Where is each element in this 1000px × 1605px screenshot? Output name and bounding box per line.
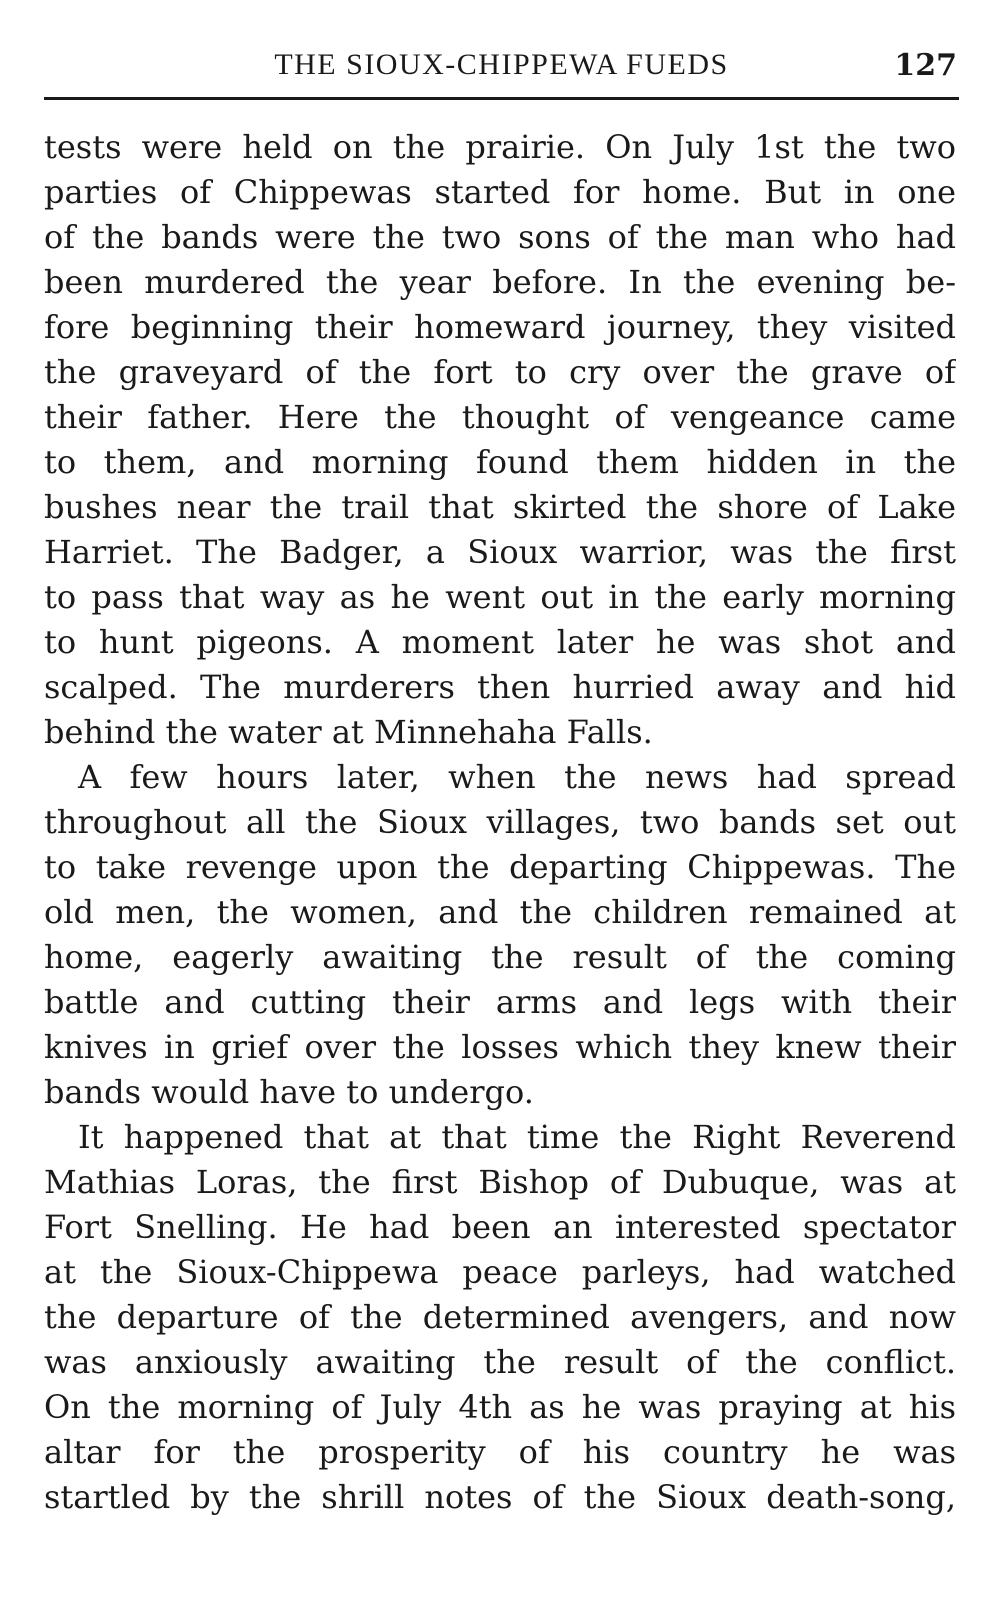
text-line: startled by the shrill notes of the Sioux death-song, xyxy=(44,1478,956,1516)
text-line: behind the water at Minnehaha Falls. xyxy=(44,713,653,751)
text-line: Fort Snelling. He had been an interested spectator xyxy=(44,1208,956,1246)
text-line: to them, and morning found them hidden in the xyxy=(44,443,956,481)
text-line: Mathias Loras, the first Bishop of Dubuque, was at xyxy=(44,1163,956,1201)
text-line: to hunt pigeons. A moment later he was shot and xyxy=(44,623,956,661)
text-line: On the morning of July 4th as he was praying at his xyxy=(44,1388,956,1426)
paragraph xyxy=(44,755,956,1115)
text-line: their father. Here the thought of vengeance came xyxy=(44,398,956,436)
text-line: It happened that at that time the Right Reverend xyxy=(78,1118,956,1156)
paragraph xyxy=(44,1115,956,1520)
text-line: Harriet. The Badger, a Sioux warrior, was the first xyxy=(44,533,956,571)
text-line: the departure of the determined avengers, and now xyxy=(44,1298,956,1336)
text-line: the graveyard of the fort to cry over the grave of xyxy=(44,353,956,391)
text-line: parties of Chippewas started for home. But in one xyxy=(44,173,956,211)
text-line: battle and cutting their arms and legs with their xyxy=(44,983,956,1021)
running-header xyxy=(44,44,959,94)
text-line: altar for the prosperity of his country he was xyxy=(44,1433,956,1471)
chapter-title: THE SIOUX-CHIPPEWA FUEDS xyxy=(274,48,729,81)
page-number: 127 xyxy=(894,48,957,83)
text-line: at the Sioux-Chippewa peace parleys, had watched xyxy=(44,1253,956,1291)
text-line: bands would have to undergo. xyxy=(44,1073,534,1111)
text-line: been murdered the year before. In the evening be- xyxy=(44,263,956,301)
text-line: knives in grief over the losses which they knew their xyxy=(44,1028,956,1066)
text-line: was anxiously awaiting the result of the conflict. xyxy=(44,1343,956,1381)
text-line: A few hours later, when the news had spread xyxy=(78,758,956,796)
text-line: fore beginning their homeward journey, they visited xyxy=(44,308,956,346)
text-line: to pass that way as he went out in the early morning xyxy=(44,578,956,616)
body-text xyxy=(44,125,956,1520)
text-line: throughout all the Sioux villages, two bands set out xyxy=(44,803,956,841)
text-line: of the bands were the two sons of the man who had xyxy=(44,218,956,256)
text-line: tests were held on the prairie. On July 1st the two xyxy=(44,128,956,166)
text-line: old men, the women, and the children remained at xyxy=(44,893,956,931)
header-rule xyxy=(44,97,959,100)
text-line: home, eagerly awaiting the result of the coming xyxy=(44,938,956,976)
text-line: bushes near the trail that skirted the shore of Lake xyxy=(44,488,956,526)
paragraph xyxy=(44,125,956,755)
text-line: to take revenge upon the departing Chippewas. The xyxy=(44,848,956,886)
text-line: scalped. The murderers then hurried away and hid xyxy=(44,668,956,706)
